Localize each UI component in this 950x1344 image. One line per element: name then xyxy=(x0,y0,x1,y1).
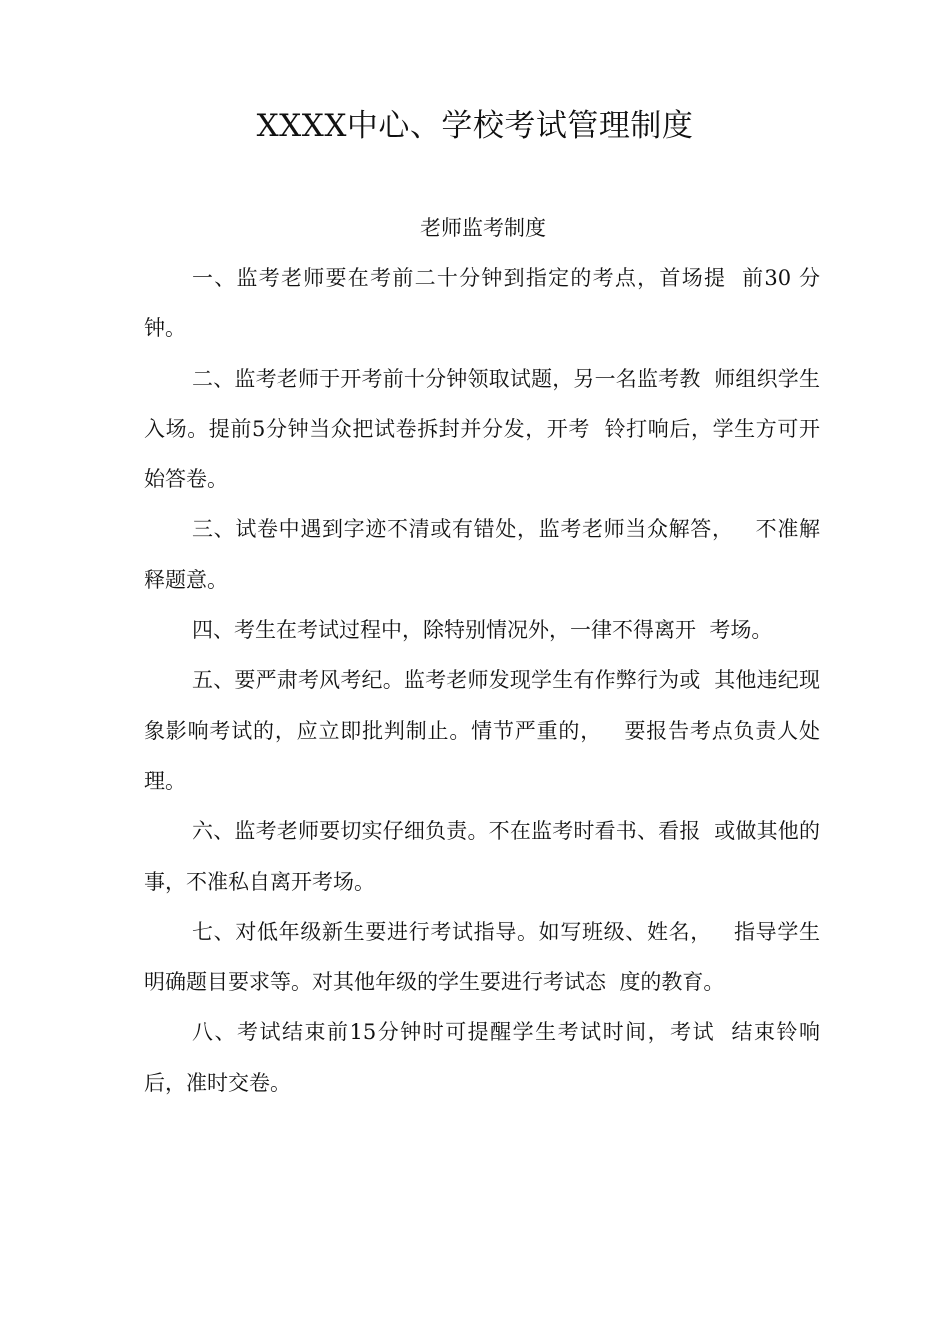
paragraph-rule-8: 八、考试结束前15分钟时可提醒学生考试时间，考试 结束铃响后，准时交卷。 xyxy=(144,1020,820,1095)
document-body xyxy=(144,253,820,1108)
paragraph-rule-6: 六、监考老师要切实仔细负责。不在监考时看书、看报 或做其他的事，不准私自离开考场。 xyxy=(144,819,820,894)
document-title: XXXX中心、学校考试管理制度 xyxy=(256,108,694,144)
paragraph-rule-4: 四、考生在考试过程中，除特别情况外，一律不得离开 考场。 xyxy=(192,618,773,643)
paragraph-rule-3: 三、试卷中遇到字迹不清或有错处，监考老师当众解答， 不准解释题意。 xyxy=(144,517,820,592)
paragraph-rule-1: 一、监考老师要在考前二十分钟到指定的考点，首场提 前30 分钟。 xyxy=(144,266,820,341)
paragraph-rule-2: 二、监考老师于开考前十分钟领取试题，另一名监考教 师组织学生入场。提前5分钟当众把试卷拆封并分发，开考 铃打响后，学生方可开始答卷。 xyxy=(144,366,820,492)
paragraph-rule-7: 七、对低年级新生要进行考试指导。如写班级、姓名， 指导学生明确题目要求等。对其他年级的学生要进行考试态 度的教育。 xyxy=(144,919,820,995)
paragraph-rule-5: 五、要严肃考风考纪。监考老师发现学生有作弊行为或 其他违纪现象影响考试的，应立即批判制止。情节严重的， 要报告考点负责人处理。 xyxy=(144,668,820,793)
section-title: 老师监考制度 xyxy=(420,216,546,240)
